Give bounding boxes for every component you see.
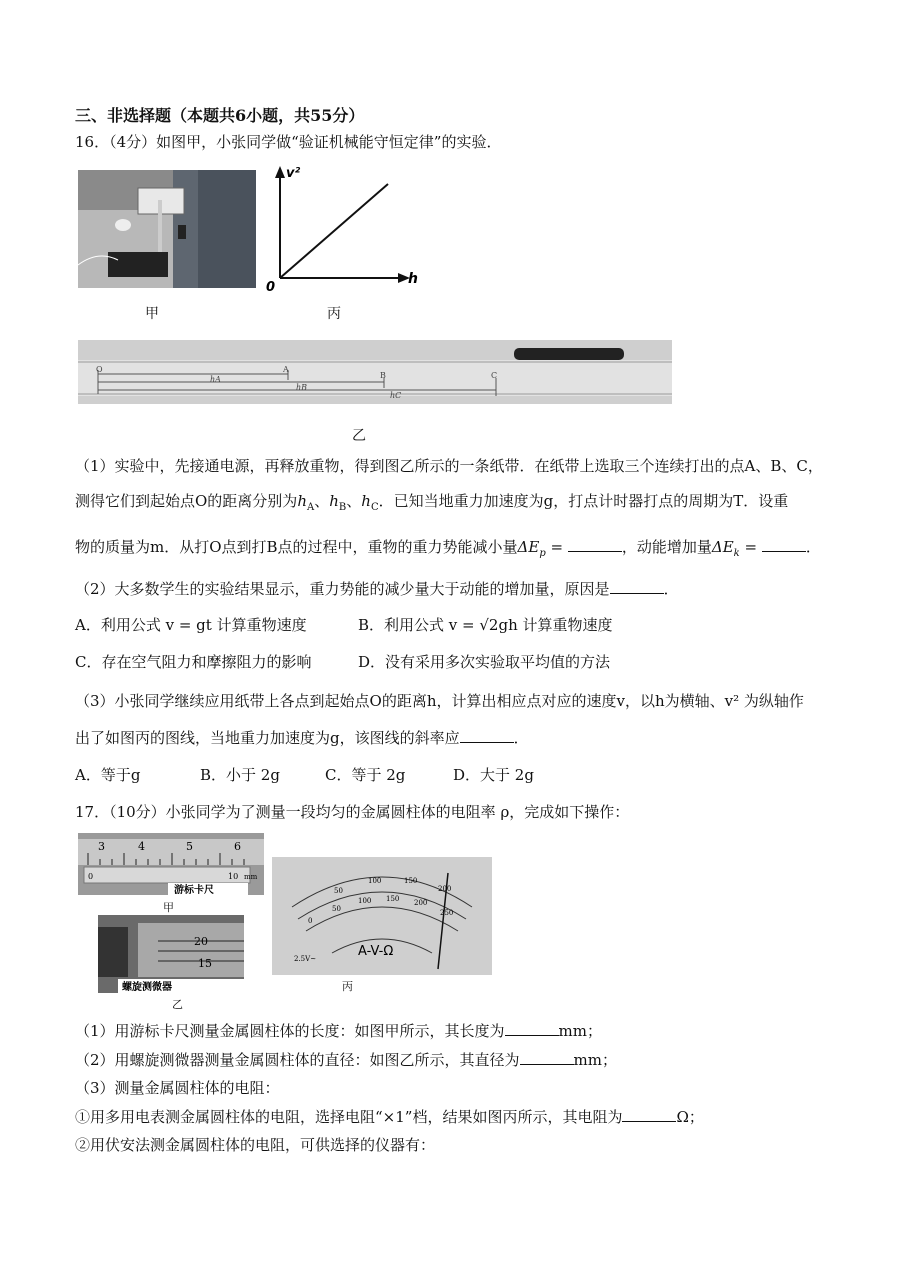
q16-p3-opt-c: C．等于 2g: [325, 766, 406, 784]
caliper-scale-5: 5: [186, 840, 193, 853]
eq-1: =: [545, 538, 568, 556]
q16-opt-c: C．存在空气阻力和摩擦阻力的影响: [75, 653, 312, 671]
tape-mark-hb: hB: [296, 383, 308, 392]
q16-p2-text: （2）大多数学生的实验结果显示，重力势能的减少量大于动能的增加量，原因是: [75, 580, 610, 598]
caliper-scale-4: 4: [138, 840, 145, 853]
meter-mid-0: 0: [308, 917, 313, 925]
tape-mark-o: O: [96, 365, 103, 374]
micrometer-illustration: [98, 915, 244, 993]
tape-mark-c: C: [491, 371, 498, 380]
answer-blank-length[interactable]: [505, 1021, 559, 1036]
q16-p1-line2a: 测得它们到起始点O的距离分别为: [75, 492, 298, 510]
v2-h-graph: [260, 160, 420, 295]
fig-label-meter: 丙: [342, 980, 353, 993]
meter-volt: 2.5V~: [294, 955, 317, 963]
apparatus-illustration: [78, 170, 256, 288]
meter-top-200: 200: [438, 885, 452, 893]
answer-blank-slope[interactable]: [460, 728, 514, 743]
tape-mark-ha: hA: [210, 375, 221, 384]
delta-ek: ΔE: [711, 538, 734, 556]
h-a-sub: A: [306, 502, 315, 513]
fig-label-micrometer: 乙: [172, 998, 183, 1011]
paper-tape-photo: [78, 340, 672, 404]
q17-s2: [75, 1049, 617, 1070]
meter-top-50: 50: [334, 887, 343, 895]
graph-origin: 0: [266, 280, 276, 295]
meter-top-100: 100: [368, 877, 382, 885]
caliper-scale-3: 3: [98, 840, 105, 853]
micrometer-photo: [98, 915, 244, 993]
meter-mid-100: 100: [358, 897, 372, 905]
delta-ep-sub: p: [539, 548, 546, 559]
graph-x-label: h: [408, 271, 418, 287]
q16-intro: 16．（4分）如图甲，小张同学做“验证机械能守恒定律”的实验．: [75, 133, 502, 151]
q16-opt-b: B．利用公式 v = √2gh 计算重物速度: [358, 616, 613, 634]
answer-blank-ek[interactable]: [762, 537, 806, 552]
q16-p1-line3b: ，动能增加量: [621, 538, 712, 556]
q16-p3-opt-d: D．大于 2g: [453, 766, 534, 784]
q17-intro: 17．（10分）小张同学为了测量一段均匀的金属圆柱体的电阻率 ρ，完成如下操作：: [75, 803, 630, 821]
fig-label-caliper: 甲: [163, 901, 174, 914]
q16-opt-a: A．利用公式 v = gt 计算重物速度: [75, 616, 307, 634]
eq-2: =: [739, 538, 762, 556]
tape-mark-a: A: [283, 365, 289, 374]
caliper-photo: [78, 833, 264, 895]
q16-p2: [75, 578, 679, 599]
q17-s1-text: （1）用游标卡尺测量金属圆柱体的长度：如图甲所示，其长度为: [75, 1022, 505, 1040]
fig-label-yi: 乙: [352, 428, 366, 444]
meter-center-text: A-V-Ω: [358, 944, 394, 959]
caliper-vernier-10: 10: [228, 872, 239, 881]
meter-mid-250: 250: [440, 909, 454, 917]
tape-mark-hc: hC: [390, 391, 402, 400]
fig-label-jia: 甲: [145, 306, 159, 322]
h-c: h: [361, 492, 371, 510]
q16-p3-line1: （3）小张同学继续应用纸带上各点到起始点O的距离h，计算出相应点对应的速度v，以h为横轴、v² 为纵轴作: [75, 692, 804, 710]
q17-s2-text: （2）用螺旋测微器测量金属圆柱体的直径：如图乙所示，其直径为: [75, 1051, 520, 1069]
q16-p1-line2b: ．已知当地重力加速度为g，打点计时器打点的周期为T．设重: [378, 492, 789, 510]
paper-tape-illustration: [78, 340, 672, 404]
period-3: ．: [513, 729, 529, 747]
meter-mid-150: 150: [386, 895, 400, 903]
q16-p1-line2: [75, 490, 788, 513]
q16-p1-line3a: 物的质量为m．从打O点到打B点的过程中，重物的重力势能减小量: [75, 538, 518, 556]
q16-p3-opt-a: A．等于g: [75, 766, 141, 784]
caliper-illustration: [78, 833, 264, 895]
caliper-scale-6: 6: [234, 840, 241, 853]
period-2: ．: [663, 580, 679, 598]
h-a: h: [297, 492, 307, 510]
sep-2: 、: [346, 492, 362, 510]
meter-mid-200: 200: [414, 899, 428, 907]
q16-p3-line2: [75, 727, 529, 748]
section-title: 三、非选择题（本题共6小题，共55分）: [75, 106, 365, 125]
micrometer-scale-15: 15: [198, 957, 212, 970]
q17-s1: [75, 1020, 602, 1041]
q16-p3-opt-b: B．小于 2g: [200, 766, 280, 784]
tape-mark-b: B: [380, 371, 386, 380]
answer-blank-diameter[interactable]: [520, 1050, 574, 1065]
delta-ep: ΔE: [517, 538, 540, 556]
q17-s3a-text: ①用多用电表测金属圆柱体的电阻，选择电阻“×1”档，结果如图丙所示，其电阻为: [75, 1108, 623, 1126]
answer-blank-resistance[interactable]: [622, 1107, 676, 1122]
multimeter-photo: [272, 857, 492, 975]
q16-p1-line1: （1）实验中，先接通电源，再释放重物，得到图乙所示的一条纸带．在纸带上选取三个连续打出的点A、B、C，: [75, 457, 823, 475]
sep-1: 、: [314, 492, 330, 510]
caliper-unit: mm: [244, 873, 258, 881]
answer-blank-reason[interactable]: [610, 579, 664, 594]
period-1: ．: [805, 538, 821, 556]
h-c-sub: C: [370, 502, 379, 513]
q16-opt-d: D．没有采用多次实验取平均值的方法: [358, 653, 611, 671]
q17-s3: （3）测量金属圆柱体的电阻：: [75, 1079, 280, 1097]
q17-s3b: ②用伏安法测金属圆柱体的电阻，可供选择的仪器有：: [75, 1136, 436, 1154]
fig-label-bing: 丙: [327, 306, 341, 322]
multimeter-illustration: [272, 857, 492, 975]
h-b: h: [329, 492, 339, 510]
q17-s1-unit: mm；: [558, 1022, 602, 1040]
q16-p1-line3: [75, 536, 821, 559]
micrometer-scale-20: 20: [194, 935, 208, 948]
graph-y-label: v²: [286, 166, 301, 181]
meter-top-150: 150: [404, 877, 418, 885]
delta-ek-sub: k: [733, 548, 740, 559]
q17-s3a: [75, 1106, 704, 1127]
q17-s2-unit: mm；: [573, 1051, 617, 1069]
q17-s3a-unit: Ω；: [676, 1108, 704, 1126]
h-b-sub: B: [338, 502, 347, 513]
caliper-label: 游标卡尺: [174, 885, 214, 895]
meter-mid-50: 50: [332, 905, 341, 913]
q16-p3-line2-text: 出了如图丙的图线，当地重力加速度为g，该图线的斜率应: [75, 729, 460, 747]
caliper-vernier-0: 0: [88, 872, 94, 881]
apparatus-photo: [78, 170, 256, 288]
micrometer-label: 螺旋测微器: [122, 982, 172, 993]
answer-blank-ep[interactable]: [568, 537, 622, 552]
